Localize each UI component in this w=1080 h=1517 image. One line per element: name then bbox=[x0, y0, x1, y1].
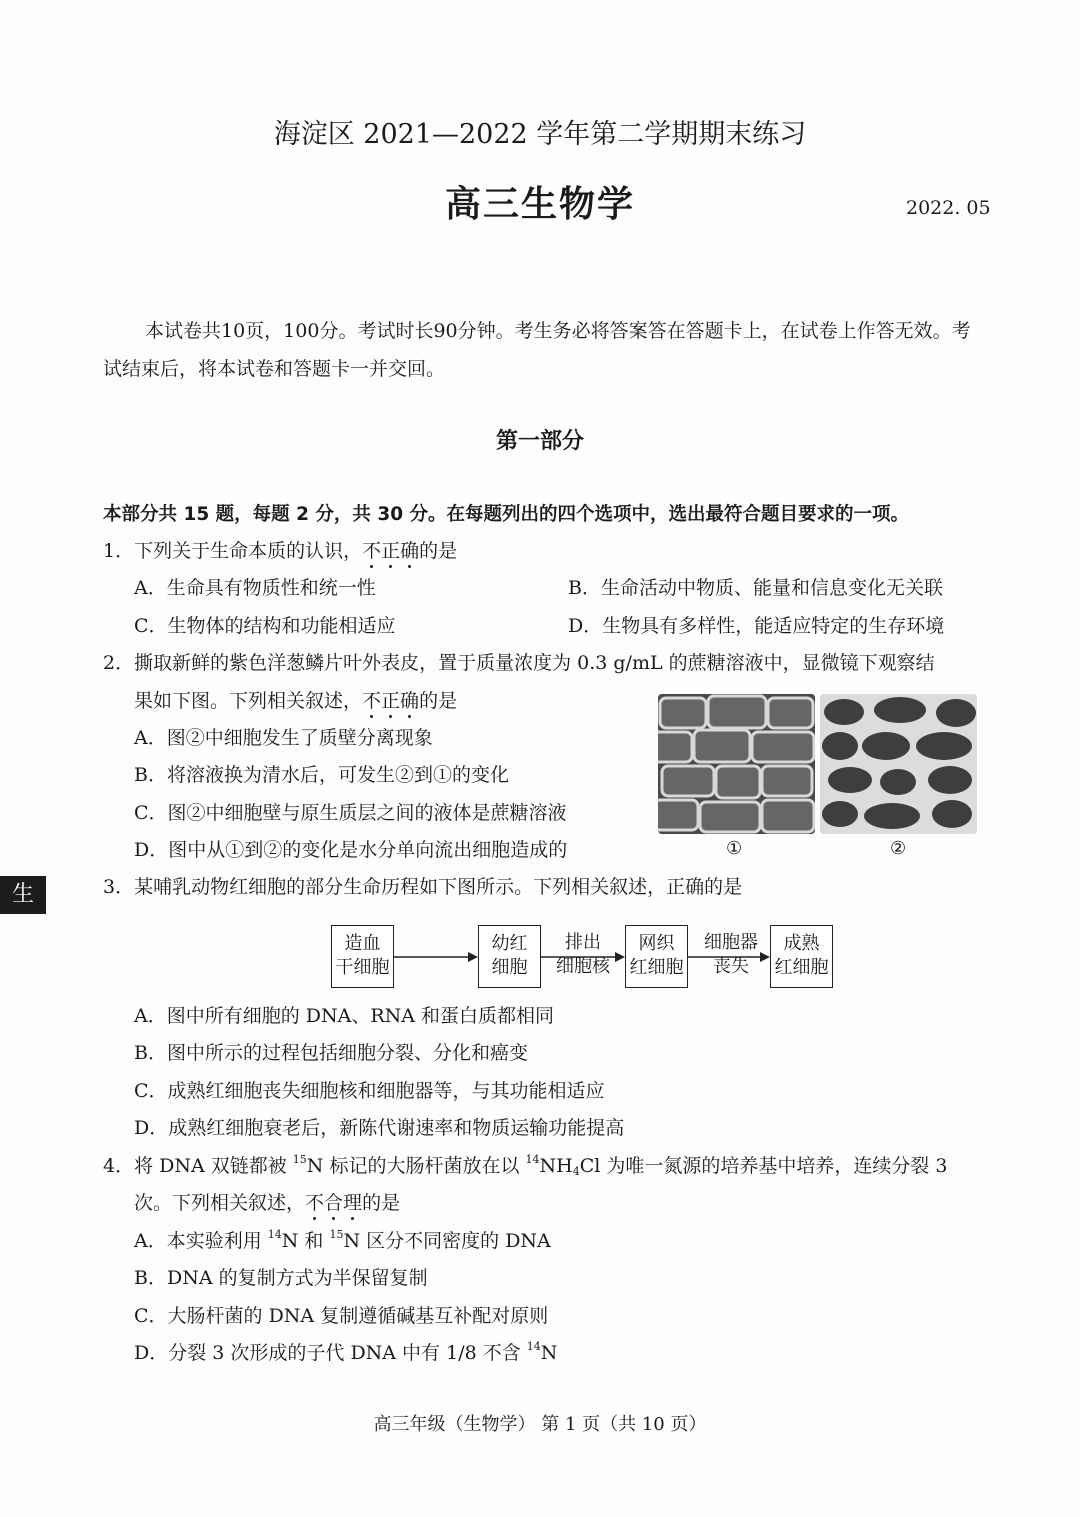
question-3-stem: 3．某哺乳动物红细胞的部分生命历程如下图所示。下列相关叙述，正确的是 bbox=[103, 876, 743, 898]
micrograph-1 bbox=[658, 694, 815, 834]
flow-box-text: 红细胞 bbox=[629, 957, 684, 978]
question-2-option-c[interactable]: C．图②中细胞壁与原生质层之间的液体是蔗糖溶液 bbox=[134, 802, 567, 824]
question-1-option-d[interactable]: D．生物具有多样性，能适应特定的生存环境 bbox=[568, 615, 945, 637]
question-1-option-b[interactable]: B．生命活动中物质、能量和信息变化无关联 bbox=[568, 577, 943, 599]
part-instructions: 本部分共 15 题，每题 2 分，共 30 分。在每题列出的四个选项中，选出最符合题目要求的一项。 bbox=[103, 504, 910, 525]
flow-label-text: 丧失 bbox=[713, 956, 749, 977]
question-2-option-a[interactable]: A．图②中细胞发生了质壁分离现象 bbox=[134, 727, 433, 749]
flow-box-text: 红细胞 bbox=[774, 957, 829, 978]
flow-box-mature-red-cell bbox=[770, 925, 833, 988]
question-3-option-a[interactable]: A．图中所有细胞的 DNA、RNA 和蛋白质都相同 bbox=[134, 1005, 555, 1027]
flow-box-text: 网织 bbox=[638, 933, 675, 954]
question-1-option-a[interactable]: A．生命具有物质性和统一性 bbox=[134, 577, 376, 599]
question-3-option-b[interactable]: B．图中所示的过程包括细胞分裂、分化和癌变 bbox=[134, 1042, 528, 1064]
flow-label-text: 细胞器 bbox=[704, 932, 758, 953]
question-4-stem-line1: 4．将 DNA 双链都被 $^{15}$N 标记的大肠杆菌放在以 $^{14}NH_4Cl$ 为唯一氮源的培养基中培养，连续分裂 3 bbox=[103, 1153, 948, 1178]
question-2-option-d[interactable]: D．图中从①到②的变化是水分单向流出细胞造成的 bbox=[134, 839, 568, 861]
question-4-option-a[interactable]: A．本实验利用 $^{14}$N 和 $^{15}$N 区分不同密度的 DNA bbox=[134, 1228, 551, 1252]
subject-side-tab: 生 bbox=[0, 876, 46, 914]
page-footer: 高三年级（生物学） 第 1 页（共 10 页） bbox=[373, 1414, 707, 1435]
question-1-stem: 1．下列关于生命本质的认识，不正确的是 bbox=[103, 540, 458, 562]
flow-arrow-1 bbox=[394, 950, 478, 964]
flow-label-text: 排出 bbox=[565, 932, 601, 953]
flow-arrow-3 bbox=[688, 950, 770, 964]
flow-box-text: 成熟 bbox=[783, 933, 820, 954]
flow-box-text: 造血 bbox=[344, 933, 381, 954]
flow-box-reticulocyte bbox=[625, 925, 688, 988]
flow-box-text: 干细胞 bbox=[335, 957, 390, 978]
flow-label-text: 细胞核 bbox=[556, 956, 610, 977]
exam-title: 海淀区 2021—2022 学年第二学期期末练习 bbox=[273, 119, 807, 150]
question-4-option-b[interactable]: B．DNA 的复制方式为半保留复制 bbox=[134, 1267, 428, 1289]
flow-box-text: 细胞 bbox=[491, 957, 528, 978]
subject-title: 高三生物学 bbox=[444, 183, 635, 225]
exam-date: 2022. 05 bbox=[906, 197, 991, 219]
micrograph-2 bbox=[820, 694, 977, 834]
question-4-option-d[interactable]: D．分裂 3 次形成的子代 DNA 中有 1/8 不含 $^{14}$N bbox=[134, 1340, 558, 1364]
micrograph-1-caption: ① bbox=[726, 838, 743, 859]
flow-arrow-2 bbox=[541, 950, 625, 964]
exam-intro: 本试卷共10页，100分。考试时长90分钟。考生务必将答案答在答题卡上，在试卷上作答无效。考试结束后，将本试卷和答题卡一并交回。 bbox=[103, 320, 971, 380]
part-title: 第一部分 bbox=[495, 428, 584, 454]
question-1-option-c[interactable]: C．生物体的结构和功能相适应 bbox=[134, 615, 396, 637]
micrograph-2-caption: ② bbox=[890, 838, 907, 859]
flow-box-stem-cell bbox=[331, 925, 394, 988]
question-2-stem-line1: 2．撕取新鲜的紫色洋葱鳞片叶外表皮，置于质量浓度为 0.3 g/mL 的蔗糖溶液中，显微镜下观察结 bbox=[103, 652, 935, 674]
question-3-option-d[interactable]: D．成熟红细胞衰老后，新陈代谢速率和物质运输功能提高 bbox=[134, 1117, 625, 1139]
question-4-option-c[interactable]: C．大肠杆菌的 DNA 复制遵循碱基互补配对原则 bbox=[134, 1305, 549, 1327]
question-3-option-c[interactable]: C．成熟红细胞丧失细胞核和细胞器等，与其功能相适应 bbox=[134, 1080, 605, 1102]
question-2-stem-line2: 果如下图。下列相关叙述，不正确的是 bbox=[134, 690, 458, 712]
flow-box-text: 幼红 bbox=[491, 933, 528, 954]
question-2-option-b[interactable]: B．将溶液换为清水后，可发生②到①的变化 bbox=[134, 764, 509, 786]
question-4-stem-line2: 次。下列相关叙述，不合理的是 bbox=[134, 1192, 401, 1214]
flow-box-young-red-cell bbox=[478, 925, 541, 988]
